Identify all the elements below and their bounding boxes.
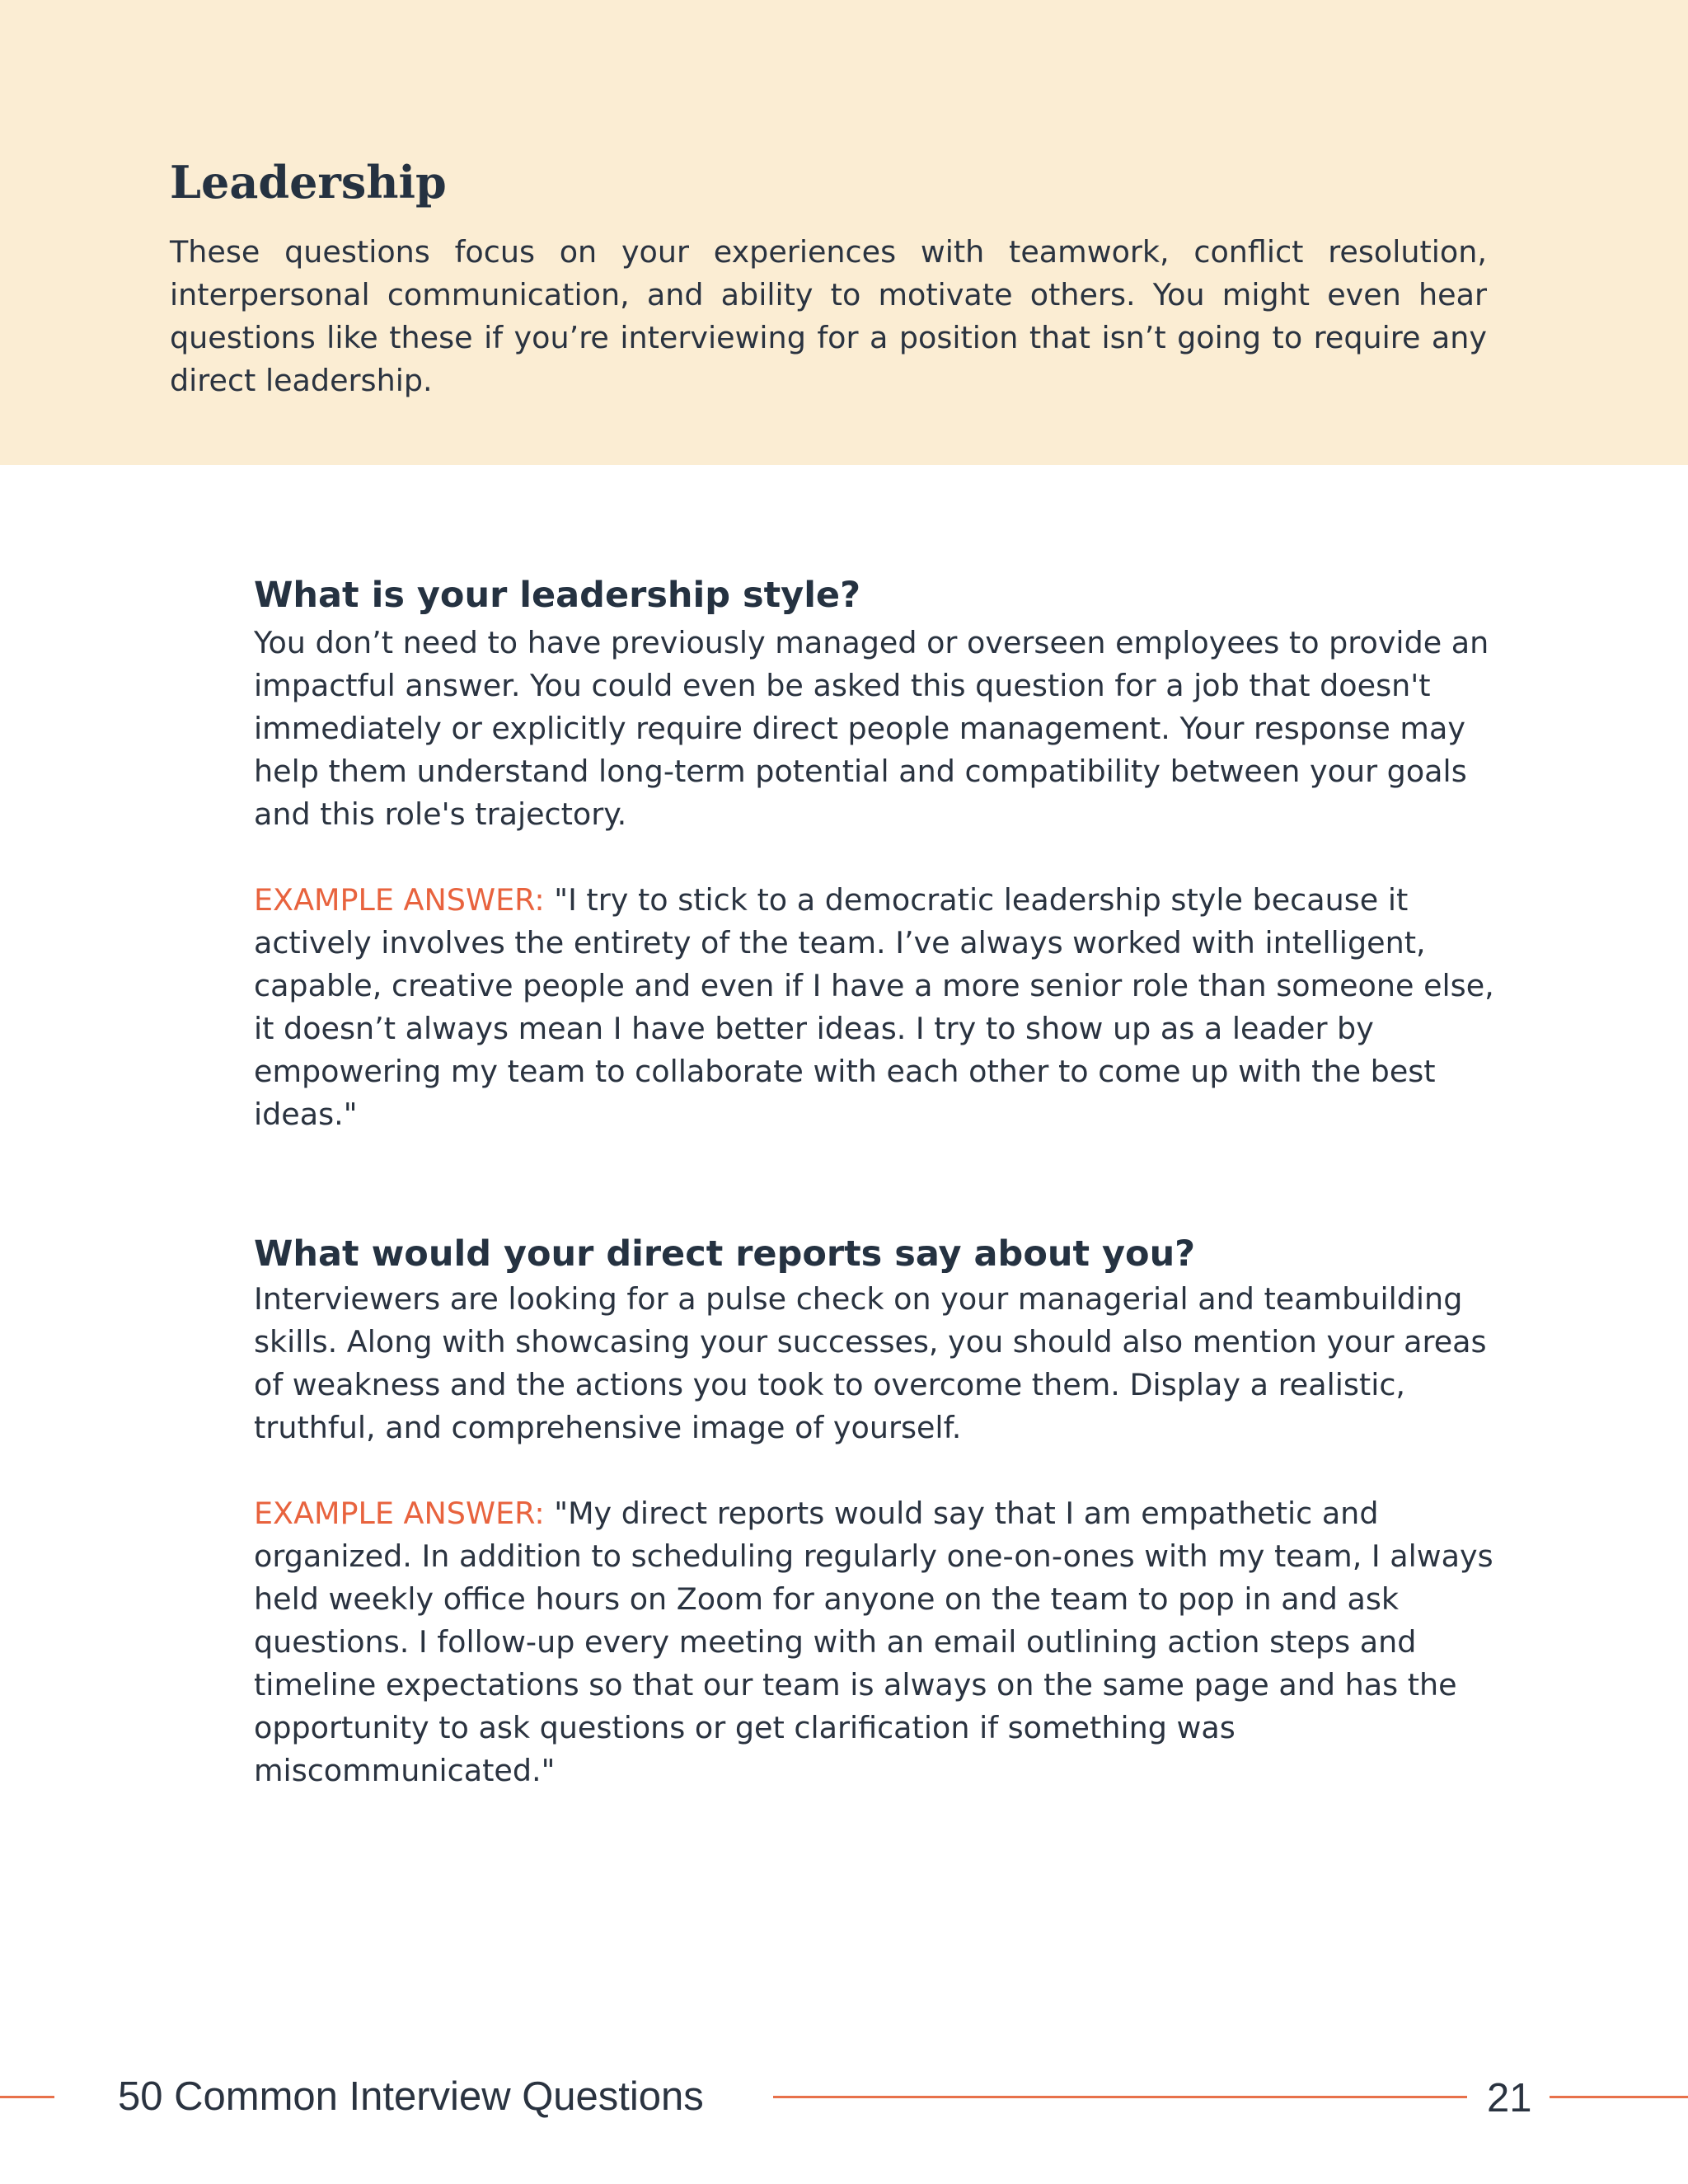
question-heading: What would your direct reports say about you? <box>254 1233 1196 1275</box>
page-number: 21 <box>1487 2076 1532 2121</box>
answer-paragraph: Interviewers are looking for a pulse check on your managerial and teambuilding skills. Along with showcasing your successes, you should also mention your areas of weakness and the actions you took to overcome them. Display a realistic, truthful, and comprehensive image of yourself. <box>254 1281 1487 1445</box>
question-heading: What is your leadership style? <box>254 575 861 616</box>
example-answer-text: "I try to stick to a democratic leadership style because it actively involves the entirety of the team. I’ve always worked with intelligent, capable, creative people and even if I have a more senior role than someone else, it doesn’t always mean I have better ideas. I try to show up as a leader by empowering my team to collaborate with each other to come up with the best ideas." <box>254 882 1494 1132</box>
question-block-leadership-style <box>254 569 1498 1136</box>
section-title: Leadership <box>170 156 447 209</box>
example-answer-text: "My direct reports would say that I am empathetic and organized. In addition to scheduling regularly one-on-ones with my team, I always held weekly office hours on Zoom for anyone on the team to pop in and ask questions. I follow-up every meeting with an email outlining action steps and timeline expectations so that our team is always on the same page and has the opportunity to ask questions or get clarification if something was miscommunicated." <box>254 1496 1493 1788</box>
question-block-direct-reports <box>254 1230 1498 1792</box>
footer-rule-left <box>0 2096 54 2098</box>
answer-paragraph: You don’t need to have previously managed or overseen employees to provide an impactful answer. You could even be asked this question for a job that doesn't immediately or explicitly require direct people management. Your response may help them understand long-term potential and compatibility between your goals and this role's trajectory. <box>254 625 1489 832</box>
footer-rule-middle <box>773 2096 1467 2098</box>
intro-paragraph: These questions focus on your experiences with teamwork, conflict resolution, interpersonal communication, and ability to motivate others. You might even hear questions like these if you’re interviewing for a position that isn’t going to require any direct leadership. <box>170 234 1487 398</box>
example-answer-label: EXAMPLE ANSWER: <box>254 1496 545 1531</box>
example-answer-label: EXAMPLE ANSWER: <box>254 882 545 918</box>
example-answer <box>254 1492 1498 1792</box>
footer-title: 50 Common Interview Questions <box>118 2074 704 2119</box>
example-answer <box>254 879 1498 1136</box>
footer-rule-right <box>1550 2096 1688 2098</box>
